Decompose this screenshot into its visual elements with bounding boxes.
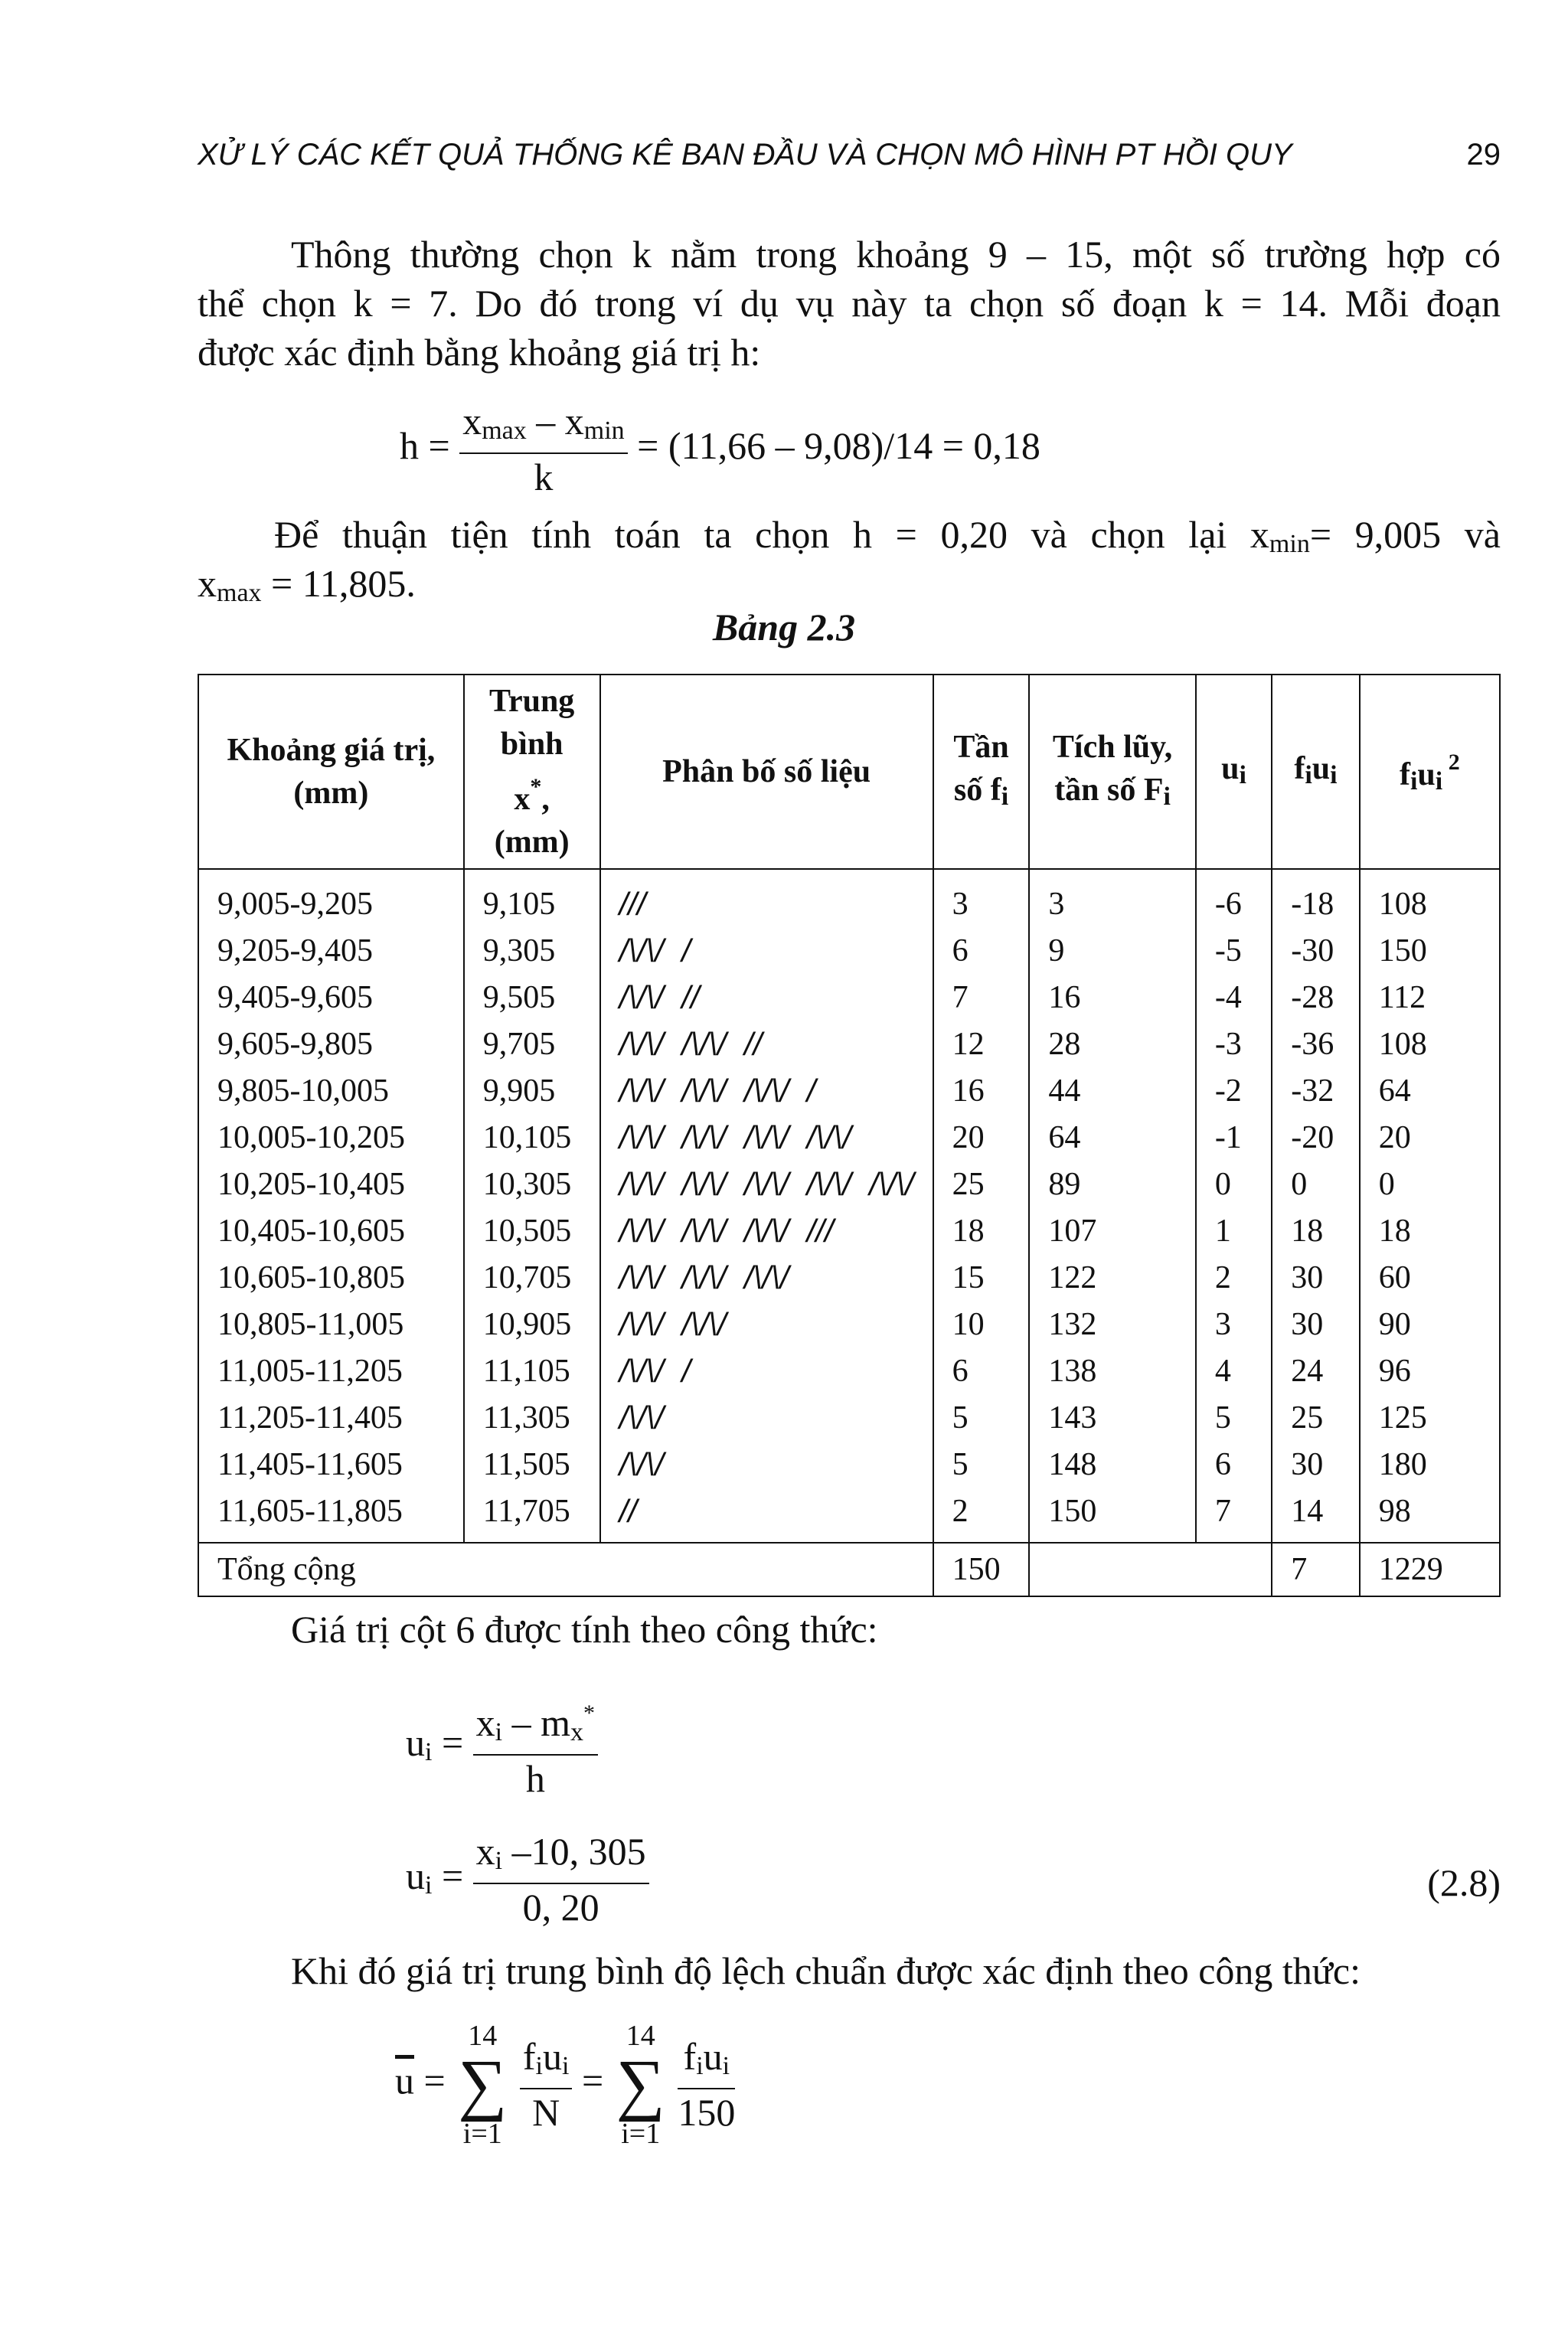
cell-f: 12 bbox=[933, 1021, 1030, 1067]
cell-F: 150 bbox=[1029, 1488, 1195, 1543]
cell-fu2: 20 bbox=[1360, 1114, 1500, 1161]
cell-fu2: 0 bbox=[1360, 1161, 1500, 1207]
table-row bbox=[198, 927, 1500, 974]
cell-range: 10,205-10,405 bbox=[198, 1161, 464, 1207]
cell-u: -5 bbox=[1196, 927, 1272, 974]
cell-f: 3 bbox=[933, 869, 1030, 927]
cell-range: 9,805-10,005 bbox=[198, 1067, 464, 1114]
formula-u-numeric-fraction: $\frac{xi -10, 305}{0, 20}$ bbox=[473, 1830, 649, 1930]
paragraph-1 bbox=[198, 230, 1501, 279]
paragraph-1-line-1: Thông thường chọn k nằm trong khoảng 9 – 15, một số trường hợp có bbox=[291, 233, 1501, 276]
cell-fu: -32 bbox=[1272, 1067, 1359, 1114]
header-title: XỬ LÝ CÁC KẾT QUẢ THỐNG KÊ BAN ĐẦU VÀ CHỌN MÔ HÌNH PT HỒI QUY bbox=[198, 138, 1292, 172]
cell-F: 9 bbox=[1029, 927, 1195, 974]
cell-tally: /\/\/ / bbox=[600, 1348, 933, 1394]
cell-fu: 18 bbox=[1272, 1207, 1359, 1254]
cell-tally: /\/\/ /\/\/ // bbox=[600, 1021, 933, 1067]
formula-h-rhs: = (11,66 – 9,08)/14 = 0,18 bbox=[637, 423, 1040, 467]
cell-u: 2 bbox=[1196, 1254, 1272, 1301]
cell-f: 15 bbox=[933, 1254, 1030, 1301]
cell-F: 44 bbox=[1029, 1067, 1195, 1114]
cell-fu2: 125 bbox=[1360, 1394, 1500, 1441]
cell-u: 1 bbox=[1196, 1207, 1272, 1254]
cell-fu2: 96 bbox=[1360, 1348, 1500, 1394]
table-row bbox=[198, 1161, 1500, 1207]
total-label: Tổng cộng bbox=[198, 1543, 933, 1596]
table-row bbox=[198, 869, 1500, 927]
table-row bbox=[198, 1114, 1500, 1161]
cell-mean: 11,305 bbox=[464, 1394, 600, 1441]
cell-tally: /\/\/ // bbox=[600, 974, 933, 1021]
cell-fu: 24 bbox=[1272, 1348, 1359, 1394]
page-number: 29 bbox=[1466, 138, 1501, 172]
cell-fu2: 64 bbox=[1360, 1067, 1500, 1114]
cell-tally: /\/\/ /\/\/ /\/\/ / bbox=[600, 1067, 933, 1114]
cell-u: 0 bbox=[1196, 1161, 1272, 1207]
sum-symbol-2: 14 ∑ i=1 bbox=[616, 2020, 665, 2150]
cell-F: 122 bbox=[1029, 1254, 1195, 1301]
cell-f: 20 bbox=[933, 1114, 1030, 1161]
cell-range: 10,405-10,605 bbox=[198, 1207, 464, 1254]
total-fu2: 1229 bbox=[1360, 1543, 1500, 1596]
cell-mean: 10,505 bbox=[464, 1207, 600, 1254]
cell-u: -3 bbox=[1196, 1021, 1272, 1067]
cell-tally: /\/\/ /\/\/ /\/\/ /\/\/ bbox=[600, 1114, 933, 1161]
cell-tally: /\/\/ bbox=[600, 1441, 933, 1488]
sum-symbol-1: 14 ∑ i=1 bbox=[458, 2020, 508, 2150]
cell-F: 64 bbox=[1029, 1114, 1195, 1161]
cell-fu: 30 bbox=[1272, 1301, 1359, 1348]
cell-F: 132 bbox=[1029, 1301, 1195, 1348]
cell-fu2: 90 bbox=[1360, 1301, 1500, 1348]
cell-mean: 10,905 bbox=[464, 1301, 600, 1348]
paragraph-2: Để thuận tiện tính toán ta chọn h = 0,20 và chọn lại xmin= 9,005 và bbox=[274, 513, 1501, 558]
formula-h-lhs: h = bbox=[400, 423, 450, 467]
cell-fu2: 150 bbox=[1360, 927, 1500, 974]
frequency-table bbox=[198, 674, 1501, 1597]
cell-F: 28 bbox=[1029, 1021, 1195, 1067]
table-row bbox=[198, 1441, 1500, 1488]
table-row bbox=[198, 1254, 1500, 1301]
table-row bbox=[198, 1207, 1500, 1254]
cell-range: 11,605-11,805 bbox=[198, 1488, 464, 1543]
paragraph-2-line-2: xmax = 11,805. bbox=[198, 562, 416, 607]
cell-range: 11,205-11,405 bbox=[198, 1394, 464, 1441]
header-mean: Trung bình x*, (mm) bbox=[464, 675, 600, 869]
paragraph-1-line-2-block bbox=[198, 279, 1501, 328]
formula-h-fraction bbox=[459, 400, 627, 500]
cell-fu: 30 bbox=[1272, 1254, 1359, 1301]
header-cumulative: Tích lũy, tần số Fi bbox=[1029, 675, 1195, 869]
cell-range: 10,005-10,205 bbox=[198, 1114, 464, 1161]
formula-u-definition-fraction: $\frac{xi - mx^*}{h}$ bbox=[473, 1692, 598, 1802]
cell-u: 6 bbox=[1196, 1441, 1272, 1488]
cell-u: 4 bbox=[1196, 1348, 1272, 1394]
cell-fu: -30 bbox=[1272, 927, 1359, 974]
cell-tally: /\/\/ /\/\/ bbox=[600, 1301, 933, 1348]
cell-range: 9,005-9,205 bbox=[198, 869, 464, 927]
cell-range: 11,005-11,205 bbox=[198, 1348, 464, 1394]
header-range: Khoảng giá trị, (mm) bbox=[198, 675, 464, 869]
cell-fu: 30 bbox=[1272, 1441, 1359, 1488]
formula-h-numerator: xmax – xmin bbox=[459, 400, 627, 454]
cell-tally: /\/\/ /\/\/ /\/\/ /\/\/ /\/\/ bbox=[600, 1161, 933, 1207]
cell-range: 10,605-10,805 bbox=[198, 1254, 464, 1301]
table-row bbox=[198, 1348, 1500, 1394]
equation-label: (2.8) bbox=[1427, 1861, 1501, 1904]
paragraph-3: Giá trị cột 6 được tính theo công thức: bbox=[291, 1608, 878, 1651]
cell-mean: 9,705 bbox=[464, 1021, 600, 1067]
cell-fu2: 108 bbox=[1360, 869, 1500, 927]
cell-fu: -20 bbox=[1272, 1114, 1359, 1161]
cell-u: -2 bbox=[1196, 1067, 1272, 1114]
cell-mean: 11,505 bbox=[464, 1441, 600, 1488]
cell-tally: /\/\/ /\/\/ /\/\/ /// bbox=[600, 1207, 933, 1254]
cell-f: 18 bbox=[933, 1207, 1030, 1254]
cell-u: -6 bbox=[1196, 869, 1272, 927]
running-header bbox=[198, 138, 1501, 184]
cell-F: 89 bbox=[1029, 1161, 1195, 1207]
table-row bbox=[198, 1394, 1500, 1441]
cell-range: 9,405-9,605 bbox=[198, 974, 464, 1021]
cell-f: 16 bbox=[933, 1067, 1030, 1114]
cell-range: 9,205-9,405 bbox=[198, 927, 464, 974]
table-caption: Bảng 2.3 bbox=[712, 606, 856, 648]
cell-mean: 9,305 bbox=[464, 927, 600, 974]
header-fu: fiui bbox=[1272, 675, 1359, 869]
cell-u: 5 bbox=[1196, 1394, 1272, 1441]
total-frequency: 150 bbox=[933, 1543, 1030, 1596]
cell-fu: -18 bbox=[1272, 869, 1359, 927]
paragraph-1-line-3: được xác định bằng khoảng giá trị h: bbox=[198, 331, 761, 374]
cell-u: -4 bbox=[1196, 974, 1272, 1021]
cell-mean: 11,705 bbox=[464, 1488, 600, 1543]
paragraph-4: Khi đó giá trị trung bình độ lệch chuẩn được xác định theo công thức: bbox=[291, 1949, 1361, 1992]
formula-h bbox=[400, 400, 1040, 500]
cell-mean: 9,105 bbox=[464, 869, 600, 927]
table-row bbox=[198, 1067, 1500, 1114]
cell-range: 10,805-11,005 bbox=[198, 1301, 464, 1348]
cell-u: 7 bbox=[1196, 1488, 1272, 1543]
table-row bbox=[198, 1488, 1500, 1543]
cell-f: 10 bbox=[933, 1301, 1030, 1348]
cell-fu: 25 bbox=[1272, 1394, 1359, 1441]
cell-tally: /\/\/ / bbox=[600, 927, 933, 974]
formula-mean: $\overline{u}$ = 14 ∑ i=1 $\frac{\text{fiui}}{N}$ = 14 ∑ i=1 $\frac{\text{fiui}}{150}$ bbox=[395, 2020, 736, 2150]
cell-F: 143 bbox=[1029, 1394, 1195, 1441]
cell-fu: -36 bbox=[1272, 1021, 1359, 1067]
cell-range: 9,605-9,805 bbox=[198, 1021, 464, 1067]
cell-f: 2 bbox=[933, 1488, 1030, 1543]
cell-tally: /// bbox=[600, 869, 933, 927]
formula-h-denominator: k bbox=[534, 456, 554, 498]
table-row bbox=[198, 1301, 1500, 1348]
cell-f: 5 bbox=[933, 1394, 1030, 1441]
header-u: ui bbox=[1196, 675, 1272, 869]
paragraph-1-line-3-block bbox=[198, 328, 760, 377]
table-row bbox=[198, 1021, 1500, 1067]
total-empty bbox=[1029, 1543, 1272, 1596]
cell-f: 25 bbox=[933, 1161, 1030, 1207]
cell-mean: 10,705 bbox=[464, 1254, 600, 1301]
table-header-row bbox=[198, 675, 1500, 869]
cell-tally: /\/\/ bbox=[600, 1394, 933, 1441]
table-row bbox=[198, 974, 1500, 1021]
cell-F: 16 bbox=[1029, 974, 1195, 1021]
cell-fu: 0 bbox=[1272, 1161, 1359, 1207]
cell-fu2: 98 bbox=[1360, 1488, 1500, 1543]
total-fu: 7 bbox=[1272, 1543, 1359, 1596]
cell-fu2: 180 bbox=[1360, 1441, 1500, 1488]
cell-mean: 10,305 bbox=[464, 1161, 600, 1207]
cell-range: 11,405-11,605 bbox=[198, 1441, 464, 1488]
cell-f: 6 bbox=[933, 927, 1030, 974]
cell-F: 138 bbox=[1029, 1348, 1195, 1394]
table-body bbox=[198, 869, 1500, 1543]
formula-u-definition: ui = $\frac{xi - mx^*}{h}$ bbox=[406, 1692, 598, 1802]
cell-fu: 14 bbox=[1272, 1488, 1359, 1543]
cell-fu: -28 bbox=[1272, 974, 1359, 1021]
cell-mean: 9,505 bbox=[464, 974, 600, 1021]
cell-tally: // bbox=[600, 1488, 933, 1543]
header-frequency: Tần số fi bbox=[933, 675, 1030, 869]
cell-fu2: 18 bbox=[1360, 1207, 1500, 1254]
cell-mean: 10,105 bbox=[464, 1114, 600, 1161]
cell-f: 7 bbox=[933, 974, 1030, 1021]
cell-tally: /\/\/ /\/\/ /\/\/ bbox=[600, 1254, 933, 1301]
cell-mean: 11,105 bbox=[464, 1348, 600, 1394]
table-total-row bbox=[198, 1543, 1500, 1596]
header-distribution: Phân bố số liệu bbox=[600, 675, 933, 869]
cell-F: 148 bbox=[1029, 1441, 1195, 1488]
cell-fu2: 60 bbox=[1360, 1254, 1500, 1301]
paragraph-1-line-2: thể chọn k = 7. Do đó trong ví dụ vụ này ta chọn số đoạn k = 14. Mỗi đoạn bbox=[198, 282, 1501, 325]
cell-fu2: 108 bbox=[1360, 1021, 1500, 1067]
cell-f: 5 bbox=[933, 1441, 1030, 1488]
formula-u-numeric: ui = $\frac{xi -10, 305}{0, 20}$ bbox=[406, 1830, 649, 1930]
cell-F: 3 bbox=[1029, 869, 1195, 927]
cell-u: 3 bbox=[1196, 1301, 1272, 1348]
cell-f: 6 bbox=[933, 1348, 1030, 1394]
cell-mean: 9,905 bbox=[464, 1067, 600, 1114]
cell-F: 107 bbox=[1029, 1207, 1195, 1254]
header-fu2: fiui $^2$ bbox=[1360, 675, 1500, 869]
cell-fu2: 112 bbox=[1360, 974, 1500, 1021]
cell-u: -1 bbox=[1196, 1114, 1272, 1161]
